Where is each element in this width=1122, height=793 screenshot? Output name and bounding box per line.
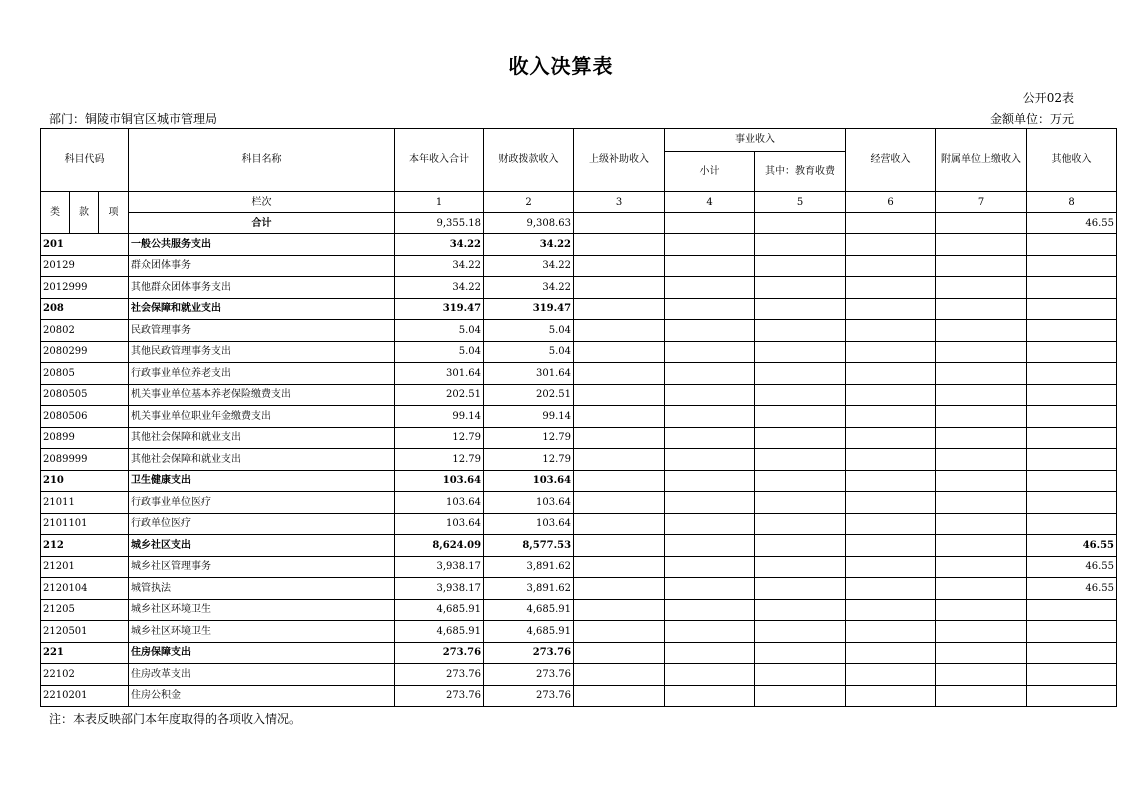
row-code: 2120104 [41,578,129,600]
row-code: 2101101 [41,513,129,535]
row-amount [665,513,755,535]
table-row [41,427,1117,449]
table-row [41,492,1117,514]
row-amount [846,406,936,428]
table-row [41,406,1117,428]
header-code: 科目代码 [41,129,129,192]
row-amount: 103.64 [395,492,484,514]
row-name: 行政事业单位养老支出 [129,363,395,385]
row-amount [755,406,846,428]
row-amount [574,234,665,256]
row-amount [1027,685,1117,707]
row-amount: 34.22 [484,277,574,299]
row-amount [755,513,846,535]
column-number-7: 7 [936,192,1027,213]
table-row [41,363,1117,385]
row-code: 221 [41,642,129,664]
row-amount: 34.22 [395,277,484,299]
row-amount: 103.64 [395,470,484,492]
row-amount [574,406,665,428]
row-amount: 8,624.09 [395,535,484,557]
table-row [41,578,1117,600]
row-amount [846,513,936,535]
row-amount [755,298,846,320]
row-amount: 5.04 [484,320,574,342]
row-amount [846,578,936,600]
table-row [41,556,1117,578]
row-amount [755,685,846,707]
row-amount [665,255,755,277]
row-name: 城乡社区管理事务 [129,556,395,578]
row-name: 城管执法 [129,578,395,600]
row-amount: 301.64 [484,363,574,385]
header-name: 科目名称 [129,129,395,192]
row-name: 城乡社区环境卫生 [129,599,395,621]
row-amount: 3,891.62 [484,578,574,600]
row-name: 其他社会保障和就业支出 [129,427,395,449]
row-amount [574,492,665,514]
table-note: 注：本表反映部门本年度取得的各项收入情况。 [49,712,302,726]
table-row [41,449,1117,471]
row-amount [665,535,755,557]
row-amount: 5.04 [395,320,484,342]
table-row [41,320,1117,342]
total-label: 合计 [129,213,395,234]
row-amount [936,234,1027,256]
row-amount: 4,685.91 [395,621,484,643]
row-amount: 273.76 [484,685,574,707]
row-amount [574,470,665,492]
table-row [41,277,1117,299]
row-code: 2080299 [41,341,129,363]
row-amount [1027,470,1117,492]
row-amount: 273.76 [395,685,484,707]
row-amount [755,277,846,299]
row-amount: 34.22 [395,234,484,256]
row-amount [574,621,665,643]
row-amount [574,449,665,471]
row-code: 2089999 [41,449,129,471]
row-amount [846,234,936,256]
row-amount [755,578,846,600]
row-amount [846,556,936,578]
row-amount [665,298,755,320]
row-amount [574,578,665,600]
table-row [41,599,1117,621]
row-amount [755,556,846,578]
row-amount [755,427,846,449]
total-cell [846,213,936,234]
row-amount [665,320,755,342]
row-amount [846,621,936,643]
row-amount [755,492,846,514]
row-amount [1027,664,1117,686]
header-total-income: 本年收入合计 [395,129,484,192]
row-code: 201 [41,234,129,256]
row-amount [936,277,1027,299]
table-row [41,621,1117,643]
row-amount [846,664,936,686]
row-amount [1027,363,1117,385]
row-amount [665,664,755,686]
row-amount [846,599,936,621]
row-amount [936,513,1027,535]
total-cell: 9,355.18 [395,213,484,234]
row-amount: 5.04 [395,341,484,363]
total-cell: 9,308.63 [484,213,574,234]
column-number-5: 5 [755,192,846,213]
row-code: 22102 [41,664,129,686]
row-name: 机关事业单位职业年金缴费支出 [129,406,395,428]
row-amount [755,599,846,621]
row-amount [1027,320,1117,342]
row-amount [755,384,846,406]
row-amount [936,470,1027,492]
row-amount: 5.04 [484,341,574,363]
row-amount [846,298,936,320]
row-amount: 202.51 [395,384,484,406]
row-amount [665,642,755,664]
row-amount [1027,621,1117,643]
row-amount [755,234,846,256]
amount-unit-label: 金额单位：万元 [989,112,1074,126]
row-code: 21011 [41,492,129,514]
row-name: 住房保障支出 [129,642,395,664]
row-amount: 103.64 [484,492,574,514]
header-career-income: 事业收入 [665,129,846,152]
row-amount: 3,938.17 [395,556,484,578]
row-amount [755,449,846,471]
row-amount [936,406,1027,428]
row-amount [846,277,936,299]
row-amount [936,642,1027,664]
row-amount: 103.64 [484,470,574,492]
column-number-3: 3 [574,192,665,213]
row-code: 2120501 [41,621,129,643]
row-amount: 12.79 [395,427,484,449]
row-name: 机关事业单位基本养老保险缴费支出 [129,384,395,406]
row-amount [1027,513,1117,535]
table-row [41,255,1117,277]
row-amount [665,384,755,406]
table-row [41,341,1117,363]
total-cell: 46.55 [1027,213,1117,234]
column-number-6: 6 [846,192,936,213]
row-code: 212 [41,535,129,557]
row-amount [574,341,665,363]
row-amount [1027,427,1117,449]
row-code: 20805 [41,363,129,385]
row-amount: 103.64 [484,513,574,535]
row-amount [846,685,936,707]
row-amount [574,320,665,342]
row-amount [665,363,755,385]
row-amount [1027,277,1117,299]
row-amount [936,621,1027,643]
row-amount: 46.55 [1027,578,1117,600]
income-final-accounts-table [40,128,1117,707]
column-number-1: 1 [395,192,484,213]
row-amount: 12.79 [395,449,484,471]
row-amount [936,685,1027,707]
header-fiscal-appropriation: 财政拨款收入 [484,129,574,192]
header-superior-subsidy: 上级补助收入 [574,129,665,192]
column-number-8: 8 [1027,192,1117,213]
row-amount [665,341,755,363]
page-title: 收入决算表 [508,54,614,78]
row-amount [665,685,755,707]
row-amount [755,320,846,342]
row-amount: 273.76 [484,664,574,686]
column-number-4: 4 [665,192,755,213]
row-amount: 8,577.53 [484,535,574,557]
row-amount [936,599,1027,621]
table-row [41,535,1117,557]
row-amount [1027,234,1117,256]
row-amount: 46.55 [1027,535,1117,557]
row-amount [755,470,846,492]
row-amount [936,255,1027,277]
row-name: 城乡社区环境卫生 [129,621,395,643]
row-amount [665,406,755,428]
table-row [41,470,1117,492]
row-amount [1027,449,1117,471]
row-amount [755,341,846,363]
row-amount [574,298,665,320]
row-amount [665,556,755,578]
row-amount [574,535,665,557]
row-amount [1027,492,1117,514]
row-amount: 46.55 [1027,556,1117,578]
row-code: 2012999 [41,277,129,299]
row-code: 2080505 [41,384,129,406]
row-amount [665,470,755,492]
header-affiliate-income: 附属单位上缴收入 [936,129,1027,192]
total-cell [755,213,846,234]
row-amount [936,427,1027,449]
total-cell [936,213,1027,234]
row-amount [936,363,1027,385]
row-amount [1027,341,1117,363]
row-amount [665,621,755,643]
row-amount [936,449,1027,471]
row-amount [574,363,665,385]
row-amount: 3,938.17 [395,578,484,600]
row-amount [574,599,665,621]
row-amount [1027,298,1117,320]
row-name: 社会保障和就业支出 [129,298,395,320]
row-amount: 103.64 [395,513,484,535]
row-name: 住房改革支出 [129,664,395,686]
row-amount: 99.14 [484,406,574,428]
row-amount [574,642,665,664]
row-name: 其他社会保障和就业支出 [129,449,395,471]
row-name: 民政管理事务 [129,320,395,342]
row-amount [665,427,755,449]
row-name: 行政事业单位医疗 [129,492,395,514]
header-kuan: 款 [70,192,99,234]
row-amount [846,470,936,492]
row-amount: 34.22 [484,255,574,277]
table-row [41,685,1117,707]
row-amount [665,449,755,471]
row-amount: 12.79 [484,449,574,471]
header-lanci: 栏次 [129,192,395,213]
table-row [41,513,1117,535]
table-row [41,642,1117,664]
table-row [41,384,1117,406]
total-row [41,213,1117,234]
row-name: 住房公积金 [129,685,395,707]
row-code: 20899 [41,427,129,449]
row-amount [936,556,1027,578]
row-amount: 301.64 [395,363,484,385]
row-amount: 4,685.91 [395,599,484,621]
row-amount [755,255,846,277]
row-amount: 3,891.62 [484,556,574,578]
row-amount [665,578,755,600]
header-education-fees: 其中：教育收费 [755,152,846,192]
row-code: 21201 [41,556,129,578]
row-name: 一般公共服务支出 [129,234,395,256]
row-code: 2080506 [41,406,129,428]
table-row [41,298,1117,320]
row-amount [665,492,755,514]
row-code: 2210201 [41,685,129,707]
row-amount: 319.47 [395,298,484,320]
row-amount [936,341,1027,363]
row-amount [936,492,1027,514]
row-amount [1027,384,1117,406]
row-amount [1027,255,1117,277]
row-amount [846,320,936,342]
header-xiang: 项 [99,192,129,234]
row-amount: 99.14 [395,406,484,428]
row-amount [574,685,665,707]
row-amount [846,449,936,471]
row-amount: 34.22 [395,255,484,277]
row-amount: 202.51 [484,384,574,406]
row-amount [755,642,846,664]
row-amount [574,513,665,535]
row-amount [846,535,936,557]
row-code: 210 [41,470,129,492]
row-amount [846,427,936,449]
row-amount [936,320,1027,342]
row-amount [574,277,665,299]
header-operating-income: 经营收入 [846,129,936,192]
row-amount: 273.76 [395,664,484,686]
row-amount: 273.76 [395,642,484,664]
row-amount [574,556,665,578]
row-name: 群众团体事务 [129,255,395,277]
row-amount [1027,599,1117,621]
total-cell [574,213,665,234]
department-label: 部门：铜陵市铜官区城市管理局 [49,112,218,126]
row-code: 20802 [41,320,129,342]
column-number-2: 2 [484,192,574,213]
row-amount: 4,685.91 [484,599,574,621]
header-lei: 类 [41,192,70,234]
table-row [41,234,1117,256]
row-amount [936,664,1027,686]
row-amount: 319.47 [484,298,574,320]
row-amount [846,492,936,514]
row-amount [846,384,936,406]
row-name: 其他民政管理事务支出 [129,341,395,363]
row-amount [755,664,846,686]
row-amount [755,621,846,643]
row-amount [846,642,936,664]
row-code: 20129 [41,255,129,277]
header-other-income: 其他收入 [1027,129,1117,192]
row-amount: 273.76 [484,642,574,664]
row-amount [665,234,755,256]
row-amount [665,599,755,621]
row-name: 行政单位医疗 [129,513,395,535]
row-amount: 4,685.91 [484,621,574,643]
row-amount: 34.22 [484,234,574,256]
row-amount [936,384,1027,406]
row-amount [574,427,665,449]
form-number: 公开02表 [1022,91,1074,105]
table-row [41,664,1117,686]
row-amount [936,535,1027,557]
row-amount [574,384,665,406]
row-amount [1027,642,1117,664]
row-code: 21205 [41,599,129,621]
row-amount [665,277,755,299]
total-cell [665,213,755,234]
row-amount [574,255,665,277]
row-name: 城乡社区支出 [129,535,395,557]
row-name: 其他群众团体事务支出 [129,277,395,299]
row-code: 208 [41,298,129,320]
row-amount [846,255,936,277]
header-career-subtotal: 小计 [665,152,755,192]
row-name: 卫生健康支出 [129,470,395,492]
row-amount [755,363,846,385]
row-amount: 12.79 [484,427,574,449]
row-amount [1027,406,1117,428]
row-amount [846,341,936,363]
row-amount [755,535,846,557]
row-amount [936,578,1027,600]
row-amount [574,664,665,686]
row-amount [846,363,936,385]
row-amount [936,298,1027,320]
